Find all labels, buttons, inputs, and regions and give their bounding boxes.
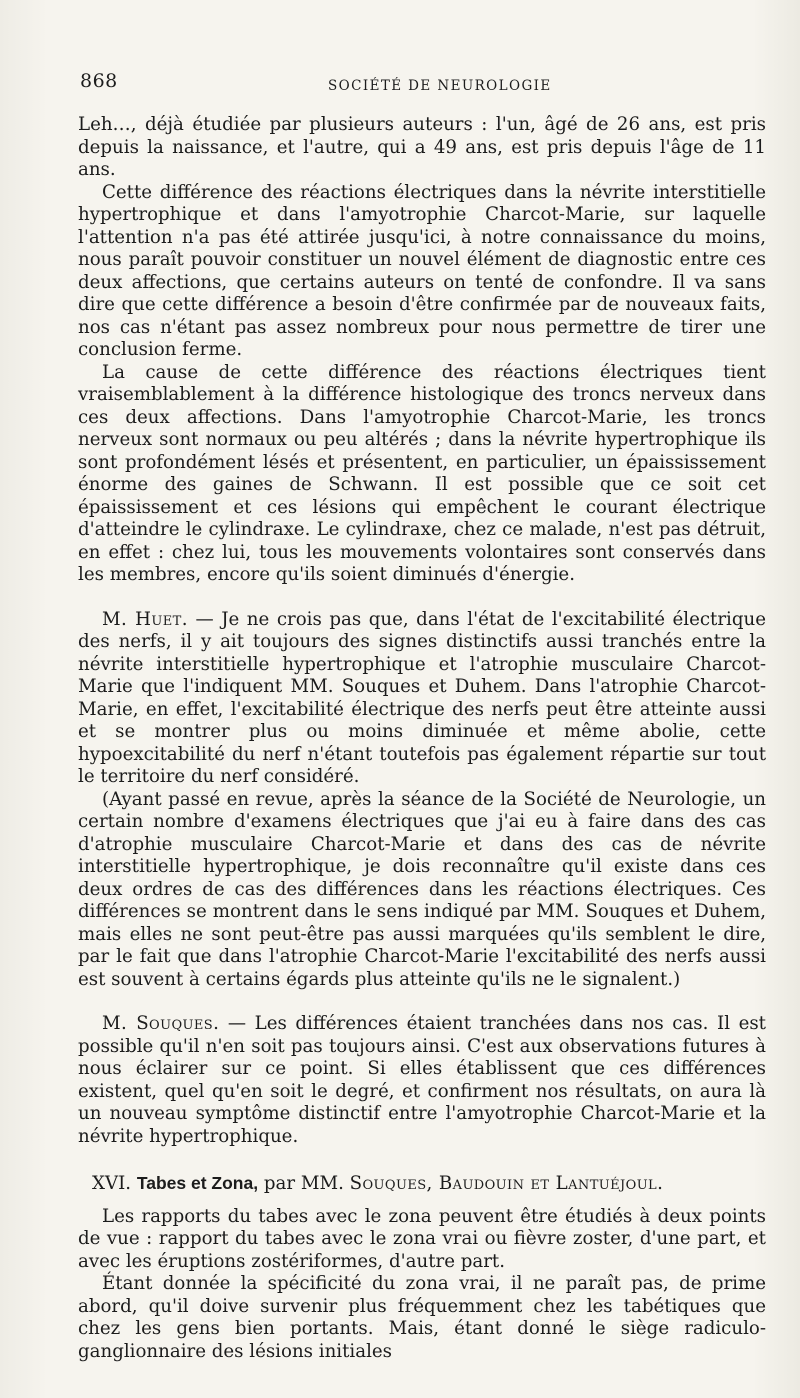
body-text: [78, 114, 766, 1363]
running-title: SOCIÉTÉ DE NEUROLOGIE: [328, 78, 552, 94]
paragraph-3: La cause de cette différence des réactions électriques tient vraisemblablement à la différence histologique des troncs nerveux dans ces deux affections. Dans l'amyotrophie Charcot-Marie, les troncs nerveux sont normaux ou peu altérés ; dans la névrite hypertrophique ils sont profondément lésés et présentent, en particulier, un épaississement énorme des gaines de Schwann. Il est possible que ce soit cet épaississement et ces lésions qui empêchent le courant électrique d'atteindre le cylindraxe. Le cylindraxe, chez ce malade, n'est pas détruit, en effet : chez lui, tous les mouvements volontaires sont conservés dans les membres, encore qu'ils soient diminués d'énergie.: [78, 361, 766, 585]
paragraph-huet-addendum: (Ayant passé en revue, après la séance de la Société de Neurologie, un certain nombre d'examens électriques que j'ai eu à faire dans des cas d'atrophie musculaire Charcot-Marie et dans des cas de névrite interstitielle hypertrophique, je dois reconnaître qu'il existe dans ces deux ordres de cas des différences dans les réactions électriques. Ces différences se montrent dans le sens indiqué par MM. Souques et Duhem, mais elles ne sont peut-être pas aussi marquées qu'ils semblent le dire, par le fait que dans l'atrophie Charcot-Marie l'excitabilité des nerfs aussi est souvent à certains égards plus atteinte qu'ils ne le signalent.): [78, 788, 766, 990]
souques-statement: — Les différences étaient tranchées dans nos cas. Il est possible qu'il n'en soit pas toujours ainsi. C'est aux observations futures à nous éclairer sur ce point. Si elles établissent que ces différences existent, quel qu'en soit le degré, et confirment nos résultats, on aura là un nouveau symptôme distinctif entre l'amyotrophie Charcot-Marie et la névrite hypertrophique.: [78, 1013, 766, 1147]
section-by: par MM.: [258, 1173, 350, 1194]
page-header: [80, 70, 760, 100]
page-number: 868: [80, 70, 118, 92]
section-title: Tabes et Zona,: [136, 1173, 259, 1193]
section-authors: Souques, Baudouin et Lantuéjoul.: [349, 1173, 664, 1194]
speaker-souques: M. Souques.: [102, 1013, 220, 1034]
huet-statement: — Je ne crois pas que, dans l'état de l'excitabilité électrique des nerfs, il y ait toujours des signes distinctifs aussi tranchés entre la névrite interstitielle hypertrophique et l'atrophie musculaire Charcot-Marie que l'indiquent MM. Souques et Duhem. Dans l'atrophie Charcot-Marie, en effet, l'excitabilité électrique des nerfs peut être atteinte aussi et se montrer plus ou moins diminuée et même abolie, cette hypoexcitabilité du nerf n'étant toutefois pas également répartie sur tout le territoire du nerf considéré.: [78, 608, 766, 787]
paragraph-8: Étant donnée la spécificité du zona vrai, il ne paraît pas, de prime abord, qu'il doive survenir plus fréquemment chez les tabétiques que chez les gens bien portants. Mais, étant donné le siège radiculo-ganglionnaire des lésions initiales: [78, 1273, 766, 1362]
paragraph-huet: [78, 609, 766, 789]
section-heading: [78, 1172, 766, 1196]
paragraph-1: Leh…, déjà étudiée par plusieurs auteurs : l'un, âgé de 26 ans, est pris depuis la naissance, et l'autre, qui a 49 ans, est pris depuis l'âge de 11 ans.: [78, 114, 766, 180]
paragraph-2: Cette différence des réactions électriques dans la névrite interstitielle hypertrophique et dans l'amyotrophie Charcot-Marie, sur laquelle l'attention n'a pas été attirée jusqu'ici, à notre connaissance du moins, nous paraît pouvoir constituer un nouvel élément de diagnostic entre ces deux affections, que certains auteurs on tenté de confondre. Il va sans dire que cette différence a besoin d'être confirmée par de nouveaux faits, nos cas n'étant pas assez nombreux pour nous permettre de tirer une conclusion ferme.: [78, 181, 766, 360]
speaker-huet: M. Huet.: [102, 608, 188, 630]
paragraph-souques: [78, 1013, 766, 1148]
paragraph-7: Les rapports du tabes avec le zona peuvent être étudiés à deux points de vue : rapport du tabes avec le zona vrai ou fièvre zoster, d'une part, et avec les éruptions zostériformes, d'autre part.: [78, 1205, 766, 1272]
section-number: XVI.: [92, 1173, 137, 1194]
